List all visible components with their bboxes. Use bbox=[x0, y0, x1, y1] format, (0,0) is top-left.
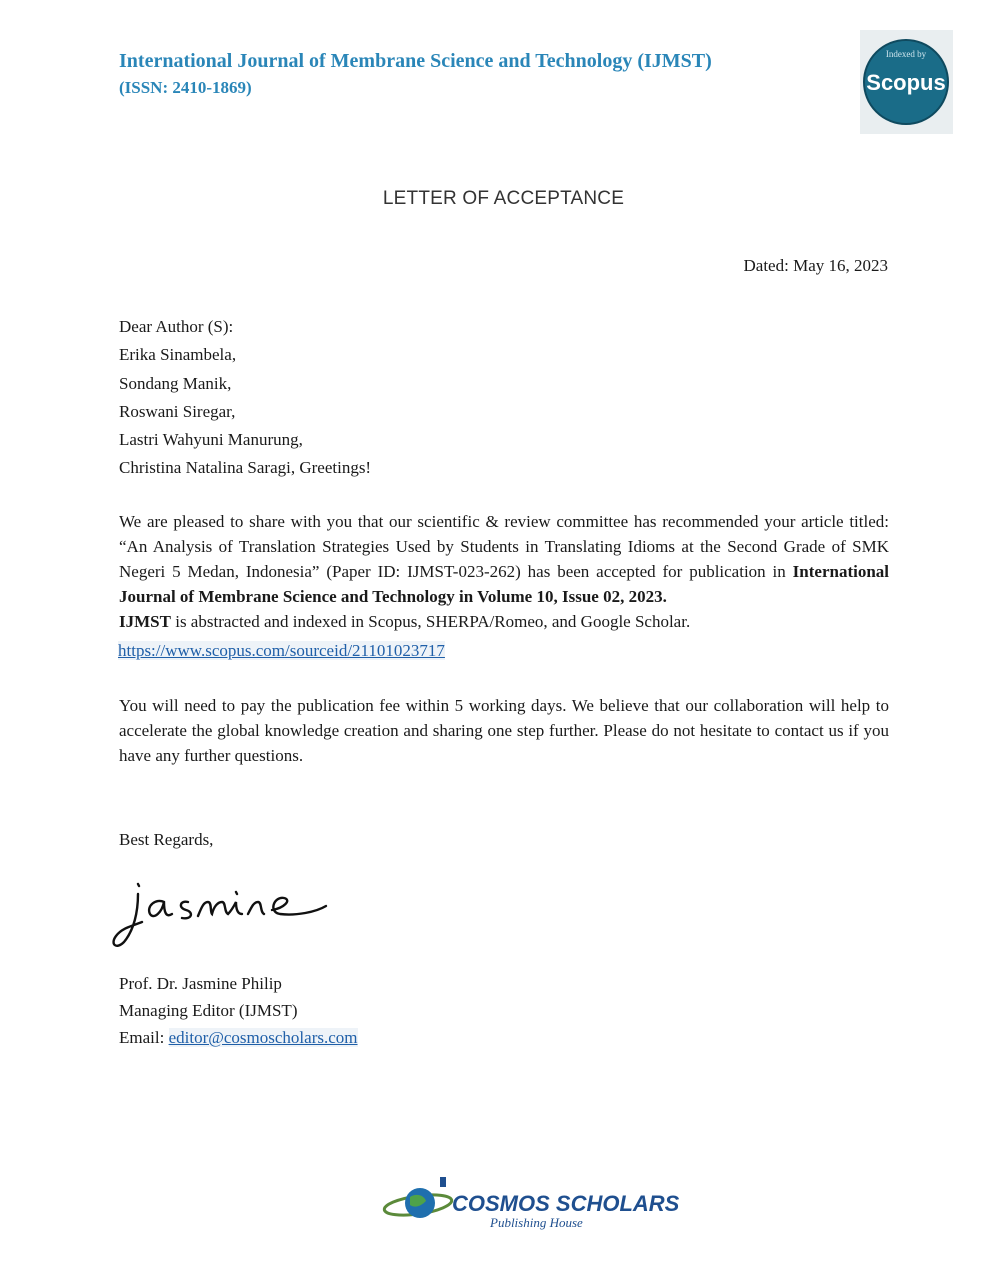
salutation-block bbox=[119, 313, 371, 483]
journal-title: International Journal of Membrane Science and Technology (IJMST) bbox=[119, 50, 712, 72]
letter-date: Dated: May 16, 2023 bbox=[743, 256, 888, 275]
scopus-brand: Scopus bbox=[866, 70, 946, 95]
index-text: is abstracted and indexed in Scopus, SHERPA/Romeo, and Google Scholar. bbox=[170, 612, 691, 631]
scopus-indexed-by: Indexed by bbox=[885, 49, 927, 59]
scopus-link-line bbox=[118, 641, 445, 661]
author-line: Lastri Wahyuni Manurung, bbox=[119, 430, 303, 450]
acceptance-text: We are pleased to share with you that our scientific & review committee has recommended your article titled: “An Analysis of Translation Strategies Used by Students in Translating Idioms at the Second Grade of SMK Negeri 5 Medan, Indonesia” (Paper ID: IJMST-023-262) has been accepted for publication in bbox=[119, 512, 889, 581]
scopus-badge bbox=[860, 30, 953, 134]
letter-heading: LETTER OF ACCEPTANCE bbox=[382, 188, 625, 209]
closing: Best Regards, bbox=[119, 830, 214, 849]
publication-details: International Journal of Membrane Science and Technology in Volume 10, Issue 02, 2023. bbox=[119, 562, 890, 606]
signer-name: Prof. Dr. Jasmine Philip bbox=[119, 974, 282, 993]
signer-email-line bbox=[119, 1024, 358, 1051]
index-journal-abbr: IJMST bbox=[119, 612, 171, 631]
signer-block bbox=[119, 970, 358, 1051]
signature bbox=[108, 872, 338, 957]
logo-main-text: COSMOS SCHOLARS bbox=[452, 1191, 680, 1216]
author-line: Christina Natalina Saragi, Greetings! bbox=[119, 458, 372, 478]
email-label: Email: bbox=[119, 1028, 169, 1047]
author-line: Roswani Siregar, bbox=[119, 401, 236, 421]
fee-paragraph: You will need to pay the publication fee within 5 working days. We believe that our collaboration will help to accelerate the global knowledge creation and sharing one step further. Please do not hesitate to contact us if you have any further questions. bbox=[119, 696, 889, 765]
publisher-logo bbox=[380, 1175, 680, 1235]
author-line: Erika Sinambela, bbox=[119, 345, 237, 365]
scopus-source-link[interactable]: https://www.scopus.com/sourceid/21101023717 bbox=[118, 641, 445, 660]
logo-sub-text: Publishing House bbox=[490, 1215, 583, 1230]
salutation-line: Dear Author (S): bbox=[119, 317, 234, 336]
author-line: Sondang Manik, bbox=[119, 373, 232, 393]
acceptance-paragraph bbox=[119, 509, 889, 634]
journal-issn: (ISSN: 2410-1869) bbox=[119, 78, 252, 97]
signer-role: Managing Editor (IJMST) bbox=[119, 1001, 298, 1020]
editor-email-link[interactable]: editor@cosmoscholars.com bbox=[168, 1028, 358, 1047]
